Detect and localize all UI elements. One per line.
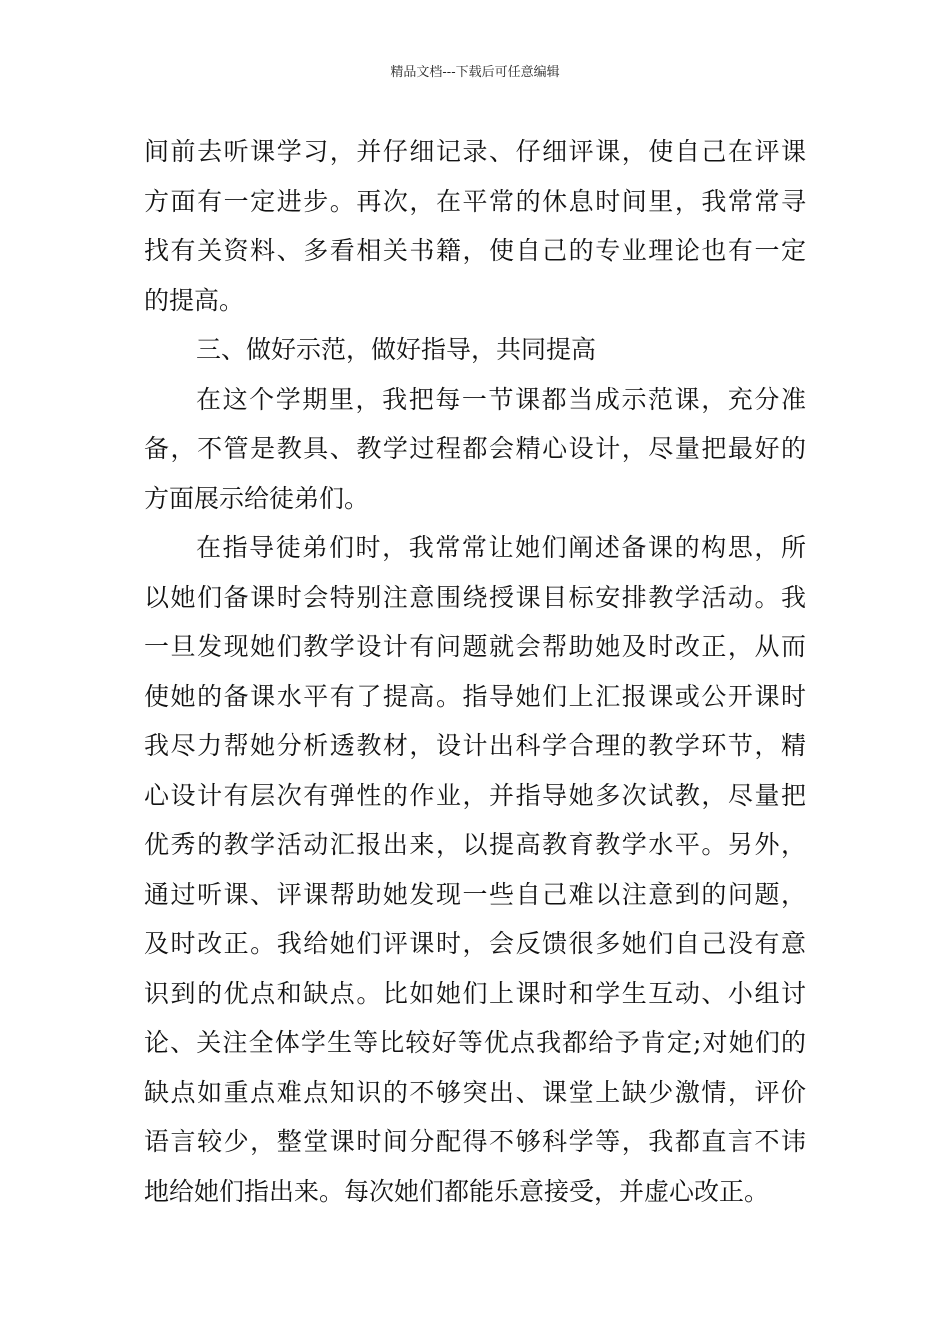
text-line: 语言较少，整堂课时间分配得不够科学等，我都直言不讳	[144, 1127, 806, 1156]
text-line: 备，不管是教具、教学过程都会精心设计，尽量把最好的	[144, 434, 806, 463]
text-line: 方面展示给徒弟们。	[144, 483, 370, 513]
text-line: 间前去听课学习，并仔细记录、仔细评课，使自己在评课	[144, 137, 806, 166]
text-line: 在这个学期里，我把每一节课都当成示范课，充分准	[196, 384, 806, 414]
text-line: 一旦发现她们教学设计有问题就会帮助她及时改正，从而	[144, 632, 806, 661]
text-line: 使她的备课水平有了提高。指导她们上汇报课或公开课时	[144, 681, 806, 711]
text-line: 方面有一定进步。再次，在平常的休息时间里，我常常寻	[144, 186, 806, 216]
text-line: 识到的优点和缺点。比如她们上课时和学生互动、小组讨	[144, 978, 806, 1008]
text-line: 找有关资料、多看相关书籍，使自己的专业理论也有一定	[144, 236, 806, 265]
page-header: 精品文档---下载后可任意编辑	[390, 65, 560, 80]
text-line: 三、做好示范，做好指导，共同提高	[196, 335, 597, 364]
text-line: 及时改正。我给她们评课时，会反馈很多她们自己没有意	[144, 929, 806, 958]
text-line: 论、关注全体学生等比较好等优点我都给予肯定;对她们的	[144, 1028, 806, 1057]
text-line: 在指导徒弟们时，我常常让她们阐述备课的构思，所	[196, 533, 806, 562]
text-line: 地给她们指出来。每次她们都能乐意接受，并虚心改正。	[144, 1176, 770, 1206]
text-line: 优秀的教学活动汇报出来，以提高教育教学水平。另外，	[144, 830, 806, 859]
text-line: 缺点如重点难点知识的不够突出、课堂上缺少激情，评价	[144, 1077, 806, 1107]
text-line: 心设计有层次有弹性的作业，并指导她多次试教，尽量把	[144, 780, 806, 810]
document-body	[144, 127, 806, 1216]
text-line: 我尽力帮她分析透教材，设计出科学合理的教学环节，精	[144, 731, 806, 760]
text-line: 的提高。	[144, 285, 245, 315]
text-line: 通过听课、评课帮助她发现一些自己难以注意到的问题，	[144, 879, 806, 909]
text-line: 以她们备课时会特别注意围绕授课目标安排教学活动。我	[144, 582, 806, 612]
